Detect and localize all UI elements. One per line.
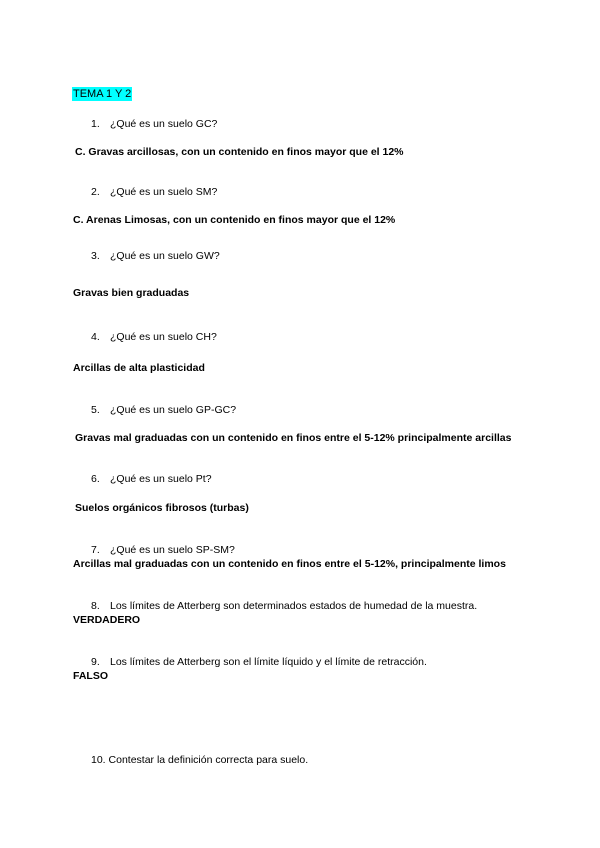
question-10 xyxy=(91,754,308,767)
question-number: 8. xyxy=(91,600,100,612)
question-number: 2. xyxy=(91,186,100,198)
question-number: 7. xyxy=(91,544,100,556)
question-text: ¿Qué es un suelo Pt? xyxy=(110,473,212,485)
question-text: ¿Qué es un suelo GC? xyxy=(110,118,218,130)
question-1 xyxy=(91,118,217,131)
question-6 xyxy=(91,473,212,486)
question-text: ¿Qué es un suelo CH? xyxy=(110,331,217,343)
answer-8: VERDADERO xyxy=(73,614,141,626)
question-2 xyxy=(91,186,217,199)
question-number: 6. xyxy=(91,473,100,485)
question-text: Contestar la definición correcta para suelo. xyxy=(108,754,309,766)
question-text: ¿Qué es un suelo GW? xyxy=(110,250,220,262)
section-title: TEMA 1 Y 2 xyxy=(73,88,132,100)
answer-5: Gravas mal graduadas con un contenido en finos entre el 5-12% principalmente arcillas xyxy=(75,432,512,444)
answer-2: C. Arenas Limosas, con un contenido en finos mayor que el 12% xyxy=(73,214,396,226)
answer-1: C. Gravas arcillosas, con un contenido en finos mayor que el 12% xyxy=(75,146,404,158)
question-number: 10. xyxy=(91,754,106,766)
question-number: 4. xyxy=(91,331,100,343)
question-number: 9. xyxy=(91,656,100,668)
question-text: ¿Qué es un suelo SM? xyxy=(110,186,218,198)
question-3 xyxy=(91,250,220,263)
answer-3: Gravas bien graduadas xyxy=(73,287,190,299)
answer-4: Arcillas de alta plasticidad xyxy=(73,362,205,374)
question-text: ¿Qué es un suelo SP-SM? xyxy=(110,544,235,556)
answer-7: Arcillas mal graduadas con un contenido en finos entre el 5-12%, principalmente limos xyxy=(73,558,506,570)
question-text: Los límites de Atterberg son el límite líquido y el límite de retracción. xyxy=(110,656,427,668)
question-9 xyxy=(91,656,427,669)
question-4 xyxy=(91,331,217,344)
question-text: Los límites de Atterberg son determinados estados de humedad de la muestra. xyxy=(110,600,478,612)
answer-9: FALSO xyxy=(73,670,109,682)
question-number: 1. xyxy=(91,118,100,130)
question-8 xyxy=(91,600,477,613)
question-7 xyxy=(91,544,235,557)
question-5 xyxy=(91,404,236,417)
question-number: 5. xyxy=(91,404,100,416)
question-text: ¿Qué es un suelo GP-GC? xyxy=(110,404,237,416)
answer-6: Suelos orgánicos fibrosos (turbas) xyxy=(75,502,249,514)
question-number: 3. xyxy=(91,250,100,262)
